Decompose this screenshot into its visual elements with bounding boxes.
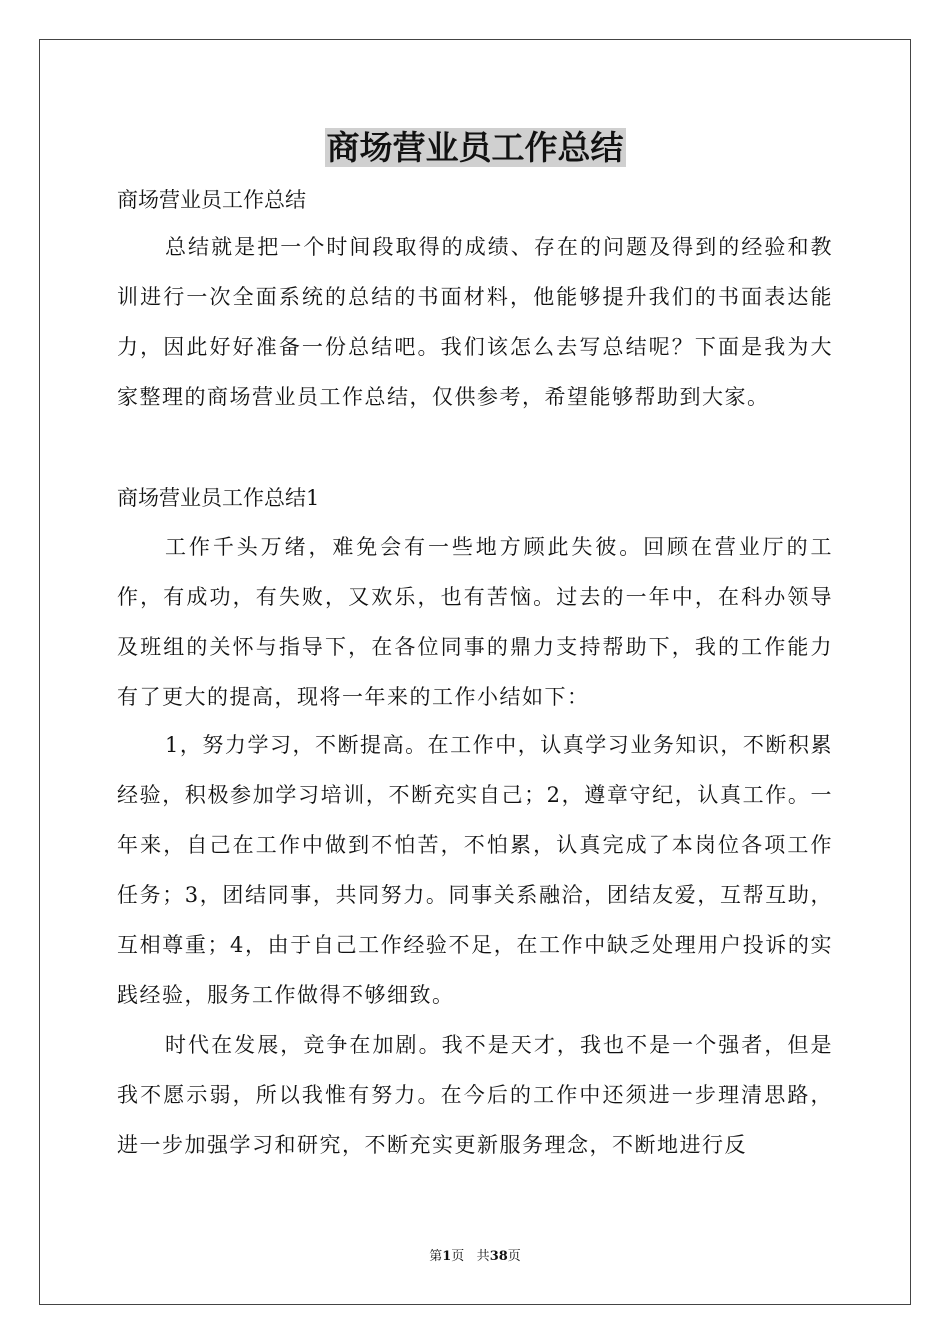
page-suffix: 页 [451,1249,465,1264]
total-prefix: 共 [476,1249,490,1264]
page-number: 1 [442,1249,452,1264]
document-subtitle: 商场营业员工作总结 [117,188,306,212]
document-title-text: 商场营业员工作总结 [326,128,624,167]
total-pages: 38 [489,1249,508,1264]
body-paragraph: 时代在发展，竞争在加剧。我不是天才，我也不是一个强者，但是我不愿示弱，所以我惟有努力。在今后的工作中还须进一步理清思路，进一步加强学习和研究，不断充实更新服务理念，不断地进行反 [117,1033,833,1157]
total-suffix: 页 [507,1249,521,1264]
body-paragraph: 1，努力学习，不断提高。在工作中，认真学习业务知识，不断积累经验，积极参加学习培训，不断充实自己；2，遵章守纪，认真工作。一年来，自己在工作中做到不怕苦，不怕累，认真完成了本岗位各项工作任务；3，团结同事，共同努力。同事关系融洽，团结友爱，互帮互助，互相尊重；4，由于自己工作经验不足，在工作中缺乏处理用户投诉的实践经验，服务工作做得不够细致。 [117,733,833,1007]
document-title [0,126,950,170]
intro-paragraph: 总结就是把一个时间段取得的成绩、存在的问题及得到的经验和教训进行一次全面系统的总结的书面材料，他能够提升我们的书面表达能力，因此好好准备一份总结吧。我们该怎么去写总结呢？下面是我为大家整理的商场营业员工作总结，仅供参考，希望能够帮助到大家。 [117,235,833,409]
body-paragraph: 工作千头万绪，难免会有一些地方顾此失彼。回顾在营业厅的工作，有成功，有失败，又欢乐，也有苦恼。过去的一年中，在科办领导及班组的关怀与指导下，在各位同事的鼎力支持帮助下，我的工作能力有了更大的提高，现将一年来的工作小结如下： [117,535,833,709]
page-prefix: 第 [429,1249,443,1264]
page-footer [0,1248,950,1266]
section-heading: 商场营业员工作总结1 [117,486,320,510]
